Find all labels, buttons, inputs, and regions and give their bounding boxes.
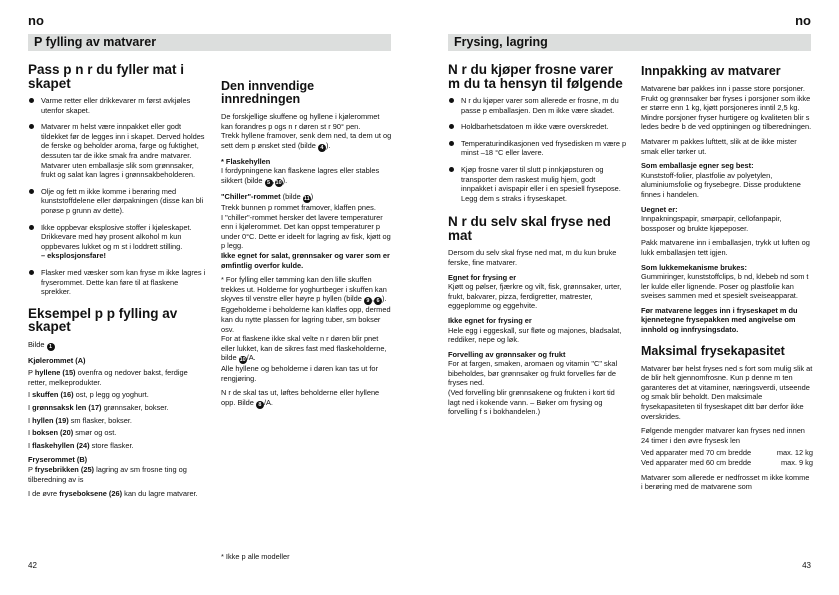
lang-label-right: no (795, 13, 811, 28)
capacity-row: Ved apparater med 70 cm bredde max. 12 kg (641, 448, 813, 458)
kjole-row: I skuffen (16) ost, p legg og yoghurt. (28, 390, 149, 400)
kjole-row: I flaskehyllen (24) store flasker. (28, 440, 134, 450)
paragraph: Hele egg i eggeskall, sur fløte og majones, bladsalat, reddiker, nepe og løk. (448, 325, 622, 345)
list-item: Kjøp frosne varer til slutt p innkjøpsturen og transporter dem raskest mulig hjem, godt innpakket i avispapir eller i en spesiell frysepose. Legg dem s straks i fryseskapet. (448, 165, 628, 203)
bullet-icon (29, 270, 34, 275)
bullet-icon (449, 141, 454, 146)
page-number-right: 43 (802, 561, 811, 570)
paragraph: Gummiringer, kunststoffclips, b nd, klebeb nd som t ler kulde eller lignende. Poser og plastfolie kan sveises sammen med et spesielt sveiseapparat. (641, 272, 809, 301)
lukke-title: Som lukkemekanisme brukes: (641, 262, 747, 272)
chiller-warning: Ikke egnet for salat, grønnsaker og varer som er ømfintlig overfor kulde. (221, 250, 390, 270)
lang-label-left: no (28, 13, 44, 28)
right-col-1 (448, 63, 628, 422)
figure-number-icon: 11 (303, 195, 310, 202)
labeling-warning: Før matvarene legges inn i fryseskapet m du kjennetegne frysepakken med angivelse om innhold og innfrysingsdato. (641, 305, 798, 335)
paragraph: Matvarer m pakkes lufttett, slik at de ikke mister smak eller tørker ut. (641, 136, 797, 156)
paragraph: Pakk matvarene inn i emballasjen, trykk ut luften og lukk emballasjen tett igjen. (641, 238, 810, 257)
paragraph: I fordypningene kan flaskene lagres eller stables sikkert (bilde 5 ,10). (221, 166, 380, 186)
paragraph: Matvarer bør helst fryses ned s fort som mulig slik at de blir helt gjennomfrosne. Kun p denne m ten garanteres det at vitaminer, næringsverdi, utseende og smak blir beholdt. Den maksimale frysekapasiteten til fryseskapet ditt bør derfor ikke overskrides. (641, 363, 813, 421)
bullet-list (28, 96, 206, 297)
forvelling-title: Forvelling av grønnsaker og frukt (448, 349, 566, 359)
kjole-row: I grønnsaksk len (17) grønnsaker, bokser. (28, 403, 169, 413)
bullet-icon (449, 124, 454, 129)
bullet-icon (29, 189, 34, 194)
paragraph: Kjøtt og pølser, fjærkre og vilt, fisk, grønnsaker, urter, frukt, bakvarer, pizza, ferdigretter, matrester, eggeplomme og eggehvite. (448, 282, 622, 311)
kjole-title: Kjølerommet (A) (28, 355, 86, 365)
heading-innpakking: Innpakking av matvarer (641, 64, 781, 78)
paragraph: (Ved forvelling blir grønnsakene og frukten i kort tid lagt ned i kokende vann. – Bøker om frysing og forvelling f s i bokhandelen.) (448, 388, 615, 417)
list-item: Holdbarhetsdatoen m ikke være overskredet. (448, 122, 628, 132)
paragraph: I "chiller"-rommet hersker det lavere temperaturer enn i kjølerommet. Det kan oppst temperaturer p under 0°C. Dette er ideelt for lagring av fisk, kjøtt og p legg. (221, 212, 391, 251)
paragraph: Eggeholderne i beholderne kan klaffes opp, dermed kan du nytte plassen for lagring tuber, sm bokser osv. (221, 305, 391, 334)
paragraph: De forskjellige skuffene og hyllene i kjølerommet kan forandres p ogs n r døren st r 90° pen. (221, 112, 380, 131)
paragraph: For at fargen, smaken, aromaen og vitamin "C" skal bibeholdes, bør grønnsaker og frukt forvelles før de fryses ned. (448, 359, 618, 388)
section-bar-left: P fylling av matvarer (28, 34, 391, 51)
left-col-1 (28, 63, 206, 504)
kjole-row: I hyllen (19) sm flasker, bokser. (28, 415, 132, 425)
bullet-icon (449, 167, 454, 172)
bullet-icon (29, 98, 34, 103)
figure-number-icon: 1 (47, 343, 55, 351)
list-item: Olje og fett m ikke komme i berøring med kunststoffdelene eller dørpakningen (disse kan bli porøse p grunn av dette). (28, 187, 206, 216)
paragraph: N r de skal tas ut, løftes beholderne eller hyllene opp. Bilde 8 /A. (221, 388, 380, 409)
bullet-icon (29, 124, 34, 129)
page-number-left: 42 (28, 561, 37, 570)
bilde-ref: Bilde 1 (28, 340, 206, 351)
heading-eksempel: Eksempel p p fylling av skapet (28, 305, 178, 335)
fryse-row: P frysebrikken (25) lagring av sm frosne ting og tilberedning av is (28, 465, 187, 484)
heading-pass-pa: Pass p n r du fyller mat i skapet (28, 62, 185, 91)
capacity-row: Ved apparater med 60 cm bredde max. 9 kg (641, 458, 813, 467)
egnet-title: Egnet for frysing er (448, 272, 517, 282)
figure-number-icon: 5 (265, 179, 273, 187)
paragraph: Dersom du selv skal fryse ned mat, m du kun bruke ferske, fine matvarer. (448, 248, 617, 267)
bullet-icon (449, 98, 454, 103)
ikke-egnet-title: Ikke egnet for frysing er (448, 315, 532, 325)
heading-kjoper-frosne: N r du kjøper frosne varer m du ta hensyn til følgende (448, 62, 623, 91)
paragraph: For at flaskene ikke skal velte n r døren blir pnet eller lukket, kan de sikres fast med flaskeholderne, bilde 10/A. (221, 334, 387, 364)
explosion-warning: – eksplosjonsfare! (41, 251, 106, 261)
list-item: Varme retter eller drikkevarer m først avkjøles utenfor skapet. (28, 96, 206, 115)
right-col-2 (641, 65, 813, 497)
list-item: Matvarer m helst være innpakket eller godt tildekket før de legges inn i skapet. Derved holdes de ferske og beholder aroma, farge og fuktighet, dessuten tar de ikke smak fra andre matvarer. Matvarer uten emballasje slik som grønnsaker, frukt og salat kan lagres i grønnsakbeholderen. (28, 122, 206, 180)
paragraph: Følgende mengder matvarer kan fryses ned innen 24 timer i den øvre frysesk len (641, 426, 805, 445)
paragraph: Matvarer som allerede er nedfrosset m ikke komme i berøring med de matvarene som (641, 472, 810, 492)
section-bar-right: Frysing, lagring (448, 34, 811, 51)
bullet-icon (29, 225, 34, 230)
kjole-row: I boksen (20) smør og ost. (28, 428, 117, 438)
uegnet-title: Uegnet er: (641, 204, 678, 214)
list-item: Temperaturindikasjonen ved frysedisken m være p minst –18 °C eller lavere. (448, 139, 628, 158)
fryse-title: Fryserommet (B) (28, 455, 88, 465)
bullet-list (448, 96, 628, 203)
figure-number-icon: 4 (318, 144, 326, 152)
paragraph: Frukt og grønnsaker bør fryses i porsjoner som ikke er større enn 1 kg, kjøtt porsjoneres inntil 2,5 kg. Mindre porsjoner fryser hurtigere og kvaliteten blir s ledes bedre b de ved opptiningen og tilberedningen. (641, 93, 812, 132)
paragraph: * For fylling eller tømming kan den lille skuffen trekkes ut. Holderne for yoghurtbeger i skuffen kan skyves til venstre eller høyre p hyllen (bilde 9 , 6 ). (221, 275, 387, 305)
paragraph: Alle hyllene og beholderne i døren kan tas ut for rengjøring. (221, 364, 378, 383)
footnote: * Ikke p alle modeller (221, 552, 290, 561)
kjole-row: P hyllene (15) ovenfra og nedover bakst, ferdige retter, melkeprodukter. (28, 368, 188, 387)
figure-number-icon: 9 (364, 297, 372, 305)
figure-number-icon: 6 (374, 297, 382, 305)
list-item: Ikke oppbevar eksplosive stoffer i kjøleskapet. Drikkevare med høy prosent alkohol m kun oppbevares lukket og m st i loddrett stilling. – eksplosjonsfare! (28, 223, 206, 261)
figure-number-icon: 10 (275, 179, 282, 186)
figure-number-icon: 10 (239, 357, 246, 364)
best-title: Som emballasje egner seg best: (641, 161, 754, 171)
paragraph: Innpakningspapir, smørpapir, cellofanpapir, bossposer og brukte kjøpeposer. (641, 214, 782, 233)
paragraph: Trekk hyllene framover, senk dem ned, ta dem ut og sett dem p ønsket sted (bilde 4 ). (221, 131, 392, 151)
paragraph: Matvarene bør pakkes inn i passe store porsjoner. (641, 84, 805, 93)
flaskehyllen-title: * Flaskehyllen (221, 156, 271, 166)
figure-number-icon: 8 (256, 401, 264, 409)
heading-innredningen: Den innvendige innredningen (221, 79, 315, 106)
left-col-2 (221, 80, 393, 414)
heading-maksimal: Maksimal frysekapasitet (641, 343, 785, 358)
paragraph: Kunststoff-folier, plastfolie av polyetylen, aluminiumsfolie og frysebegre. Disse produktene finnes i handelen. (641, 170, 801, 199)
fryse-row: I de øvre fryseboksene (26) kan du lagre matvarer. (28, 489, 198, 499)
list-item: Flasker med væsker som kan fryse m ikke lagres i fryserommet. Dette kan føre til at flaskene sprekker. (28, 268, 206, 297)
paragraph: Trekk bunnen p rommet framover, klaffen pnes. (221, 202, 376, 212)
list-item: N r du kjøper varer som allerede er frosne, m du passe p emballasjen. Den m ikke være skadet. (448, 96, 628, 115)
heading-selv-fryse: N r du selv skal fryse ned mat (448, 214, 611, 243)
chiller-title: "Chiller"-rommet (bilde 11) (221, 191, 314, 202)
